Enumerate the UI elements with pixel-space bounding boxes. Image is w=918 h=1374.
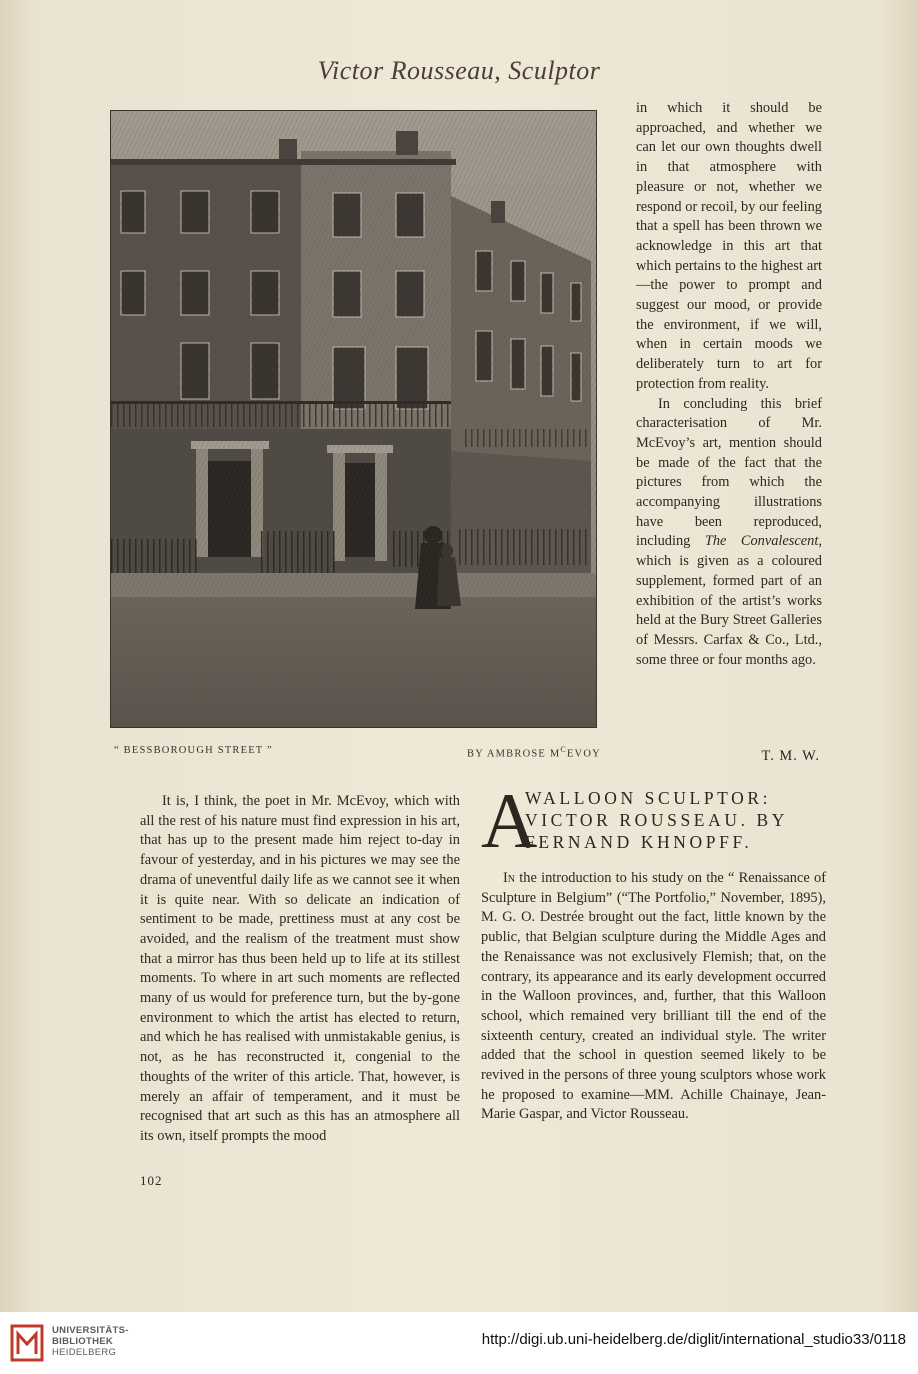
library-footer — [0, 1312, 918, 1374]
illustration-plate — [110, 110, 597, 728]
plate-caption-title: “ BESSBOROUGH STREET ” — [114, 745, 273, 756]
paragraph-concluding: In concluding this brief characterisation of Mr. McEvoy’s art, mention should be made of the fact that the pictures from which the accompanying illustrations have been reproduced, including The Convalescent, which is given as a coloured supplement, formed part of an exhibition of the artist’s works held at the Bury Street Galleries of Messrs. Carfax & Co., Ltd., some three or four months ago. — [636, 395, 822, 668]
running-title: Victor Rousseau, Sculptor — [317, 56, 601, 85]
paragraph-approach: in which it should be approached, and whether we can let our own thoughts dwell in that atmosphere with pleasure or not, whether we respond or recoil, by our feeling that a spell has been thrown we acknowledge in this art that which pertains to the highest art—the power to prompt and suggest our mood, or provide the environment, if we will, when in certain moods we deliberately turn to art for protection from reality. — [636, 100, 822, 392]
plate-caption-artist: BY AMBROSE $M^CEVOY$ — [467, 745, 601, 760]
library-name: UNIVERSITÄTS- BIBLIOTHEK HEIDELBERG — [52, 1325, 129, 1358]
author-initials: T. M. W. — [761, 748, 820, 764]
library-logo-icon — [10, 1320, 46, 1364]
article-body — [481, 869, 826, 1125]
heading-line-1: WALLOON SCULPTOR: — [525, 788, 772, 808]
right-column-top — [636, 99, 822, 670]
source-url-link[interactable]: http://digi.ub.uni-heidelberg.de/diglit/international_studio33/0118 — [481, 1331, 906, 1348]
left-column — [140, 792, 460, 1147]
heading-line-2: VICTOR ROUSSEAU. BY — [525, 810, 789, 830]
paragraph-introduction: In the introduction to his study on the “ Renaissance of Sculpture in Belgium” (“The Portfolio,” November, 1895), M. G. O. Destrée brought out the fact, little known by the public, that Belgian sculpture during the Middle Ages and the Renaissance was not exclusively Flemish; that, on the contrary, its appearance and its early development occurred in the Walloon provinces, and, further, that this Walloon school, which remained very brilliant till the end of the sixteenth century, created an individual style. The writer added that the school in question seemed likely to be revived in the persons of three young sculptors whose work he proposed to examine—MM. Achille Chainaye, Jean-Marie Gaspar, and Victor Rousseau. — [481, 870, 826, 1123]
street-etching — [111, 111, 596, 727]
drop-cap: A — [481, 777, 538, 864]
heading-line-3: FERNAND KHNOPFF. — [525, 832, 753, 852]
paragraph-poet: It is, I think, the poet in Mr. McEvoy, which with all the rest of his nature must find expression in his art, that has up to the present made him reject to-day in favour of yesterday, and in his pictures we may see the drama of uneventful daily life as we cannot see it when it is quite near. With so delicate an indication of sentiment to be made, prettiness must at any cost be avoided, and the realism of the treatment must show that a mirror has thus been held up to life at its stillest moments. To where in art such moments are reflected many of us would for preference turn, but the by-gone environment to which the artist has elected to return, and which he has realised with unmistakable genius, is not, as he has reconstructed it, congenial to the thoughts of the writer of this article. That, however, is merely an affair of temperament, and it must be recognised that art such as this has an atmosphere all its own, itself prompts the mood — [140, 793, 460, 1144]
page-number: 102 — [140, 1173, 163, 1188]
article-heading — [481, 777, 826, 864]
